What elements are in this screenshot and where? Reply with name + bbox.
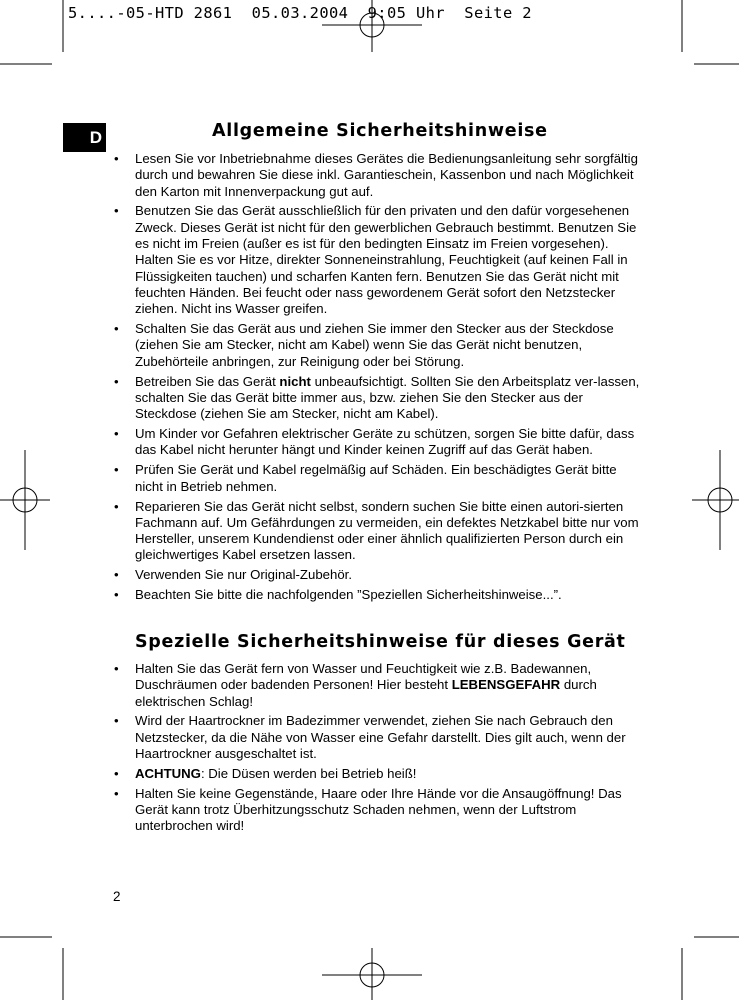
bullet-item	[113, 151, 641, 200]
bullet-text: Lesen Sie vor Inbetriebnahme dieses Gerätes die Bedienungsanleitung sehr sorgfältig durch und bewahren Sie diese inkl. Garantieschein, Kassenbon und nach Möglichkeit den Karton mit Innenverpackung gut auf.	[135, 151, 638, 199]
bullet-item	[113, 766, 641, 782]
bullet-item	[113, 321, 641, 370]
bullet-text: Prüfen Sie Gerät und Kabel regelmäßig auf Schäden. Ein beschädigtes Gerät bitte nicht in Betrieb nehmen.	[135, 462, 617, 494]
bullet-text: Betreiben Sie das Gerät	[135, 373, 280, 389]
bullet-text: Verwenden Sie nur Original-Zubehör.	[135, 567, 352, 583]
bullet-item	[113, 374, 641, 423]
bullet-text: Benutzen Sie das Gerät ausschließlich für den privaten und den dafür vorgesehenen Zweck. Dieses Gerät ist nicht für den gewerblichen Gebrauch bestimmt. Benutzen Sie es nicht im Freien (außer es ist für den bedingten Einsatz im Freien vorgesehen). Halten Sie es vor Hitze, direkter Sonneneinstrahlung, Feuchtigkeit (auf keinen Fall in Flüssigkeiten tauchen) und scharfen Kanten fern. Benutzen Sie das Gerät nicht mit feuchten Händen. Bei feucht oder nass gewordenem Gerät sofort den Netzstecker ziehen. Nicht ins Wasser greifen.	[135, 203, 637, 317]
bullet-emphasis: LEBENSGEFAHR	[451, 677, 561, 693]
bullet-item	[113, 426, 641, 459]
bullet-emphasis: nicht	[279, 373, 311, 389]
bullet-item	[113, 203, 641, 317]
language-tab: D	[63, 123, 106, 152]
bullet-item	[113, 786, 641, 835]
bullet-text: Reparieren Sie das Gerät nicht selbst, sondern suchen Sie bitte einen autori-sierten Fachmann auf. Um Gefährdungen zu vermeiden, ein defektes Netzkabel bitte nur vom Hersteller, unserem Kundendienst oder einer ähnlich qualifizierten Person durch ein gleichwertiges Kabel ersetzen lassen.	[135, 498, 639, 563]
section-title-special: Spezielle Sicherheitshinweise für dieses Gerät	[135, 632, 626, 652]
bullet-item	[113, 567, 641, 583]
bullet-text: Schalten Sie das Gerät aus und ziehen Sie immer den Stecker aus der Steckdose (ziehen Sie am Stecker, nicht am Kabel) wenn Sie das Gerät nicht benutzen, Zubehörteile anbringen, zur Reinigung oder bei Störung.	[135, 321, 614, 369]
bullet-text: durch elektrischen Schlag!	[135, 677, 597, 709]
bullet-text: Halten Sie das Gerät fern von Wasser und Feuchtigkeit wie z.B. Badewannen, Duschräumen oder badenden Personen! Hier besteht	[135, 661, 592, 693]
bullet-item	[113, 462, 641, 495]
page-number: 2	[113, 889, 121, 904]
print-header: 5....-05-HTD 2861 05.03.2004 9:05 Uhr Seite 2	[68, 4, 532, 22]
general-safety-list	[113, 151, 641, 607]
registration-mark-left	[0, 450, 50, 550]
registration-mark-right	[692, 450, 739, 550]
section-title-general: Allgemeine Sicherheitshinweise	[212, 121, 548, 141]
bullet-text: Um Kinder vor Gefahren elektrischer Geräte zu schützen, sorgen Sie bitte dafür, dass das Kabel nicht herunter hängt und Kinder keinen Zugriff auf das Gerät haben.	[135, 426, 635, 458]
bullet-text: unbeaufsichtigt. Sollten Sie den Arbeitsplatz ver-lassen, schalten Sie das Gerät bitte immer aus, bzw. ziehen Sie den Stecker aus der Steckdose (ziehen Sie am Stecker, nicht am Kabel).	[135, 373, 640, 422]
bullet-item	[113, 499, 641, 564]
special-safety-list	[113, 661, 641, 838]
bullet-item	[113, 713, 641, 762]
registration-mark-bottom	[322, 948, 422, 1000]
bullet-emphasis: ACHTUNG	[135, 765, 201, 781]
bullet-text: : Die Düsen werden bei Betrieb heiß!	[200, 765, 417, 781]
bullet-text: Wird der Haartrockner im Badezimmer verwendet, ziehen Sie nach Gebrauch den Netzstecker, da die Nähe von Wasser eine Gefahr darstellt. Dies gilt auch, wenn der Haartrockner ausgeschaltet ist.	[135, 713, 626, 762]
bullet-item	[113, 587, 641, 603]
bullet-item	[113, 661, 641, 710]
bullet-text: Beachten Sie bitte die nachfolgenden ”Speziellen Sicherheitshinweise...”.	[135, 587, 562, 603]
bullet-text: Halten Sie keine Gegenstände, Haare oder Ihre Hände vor die Ansaugöffnung! Das Gerät kann trotz Überhitzungsschutz Schaden nehmen, wenn der Luftstrom unterbrochen wird!	[135, 785, 622, 834]
